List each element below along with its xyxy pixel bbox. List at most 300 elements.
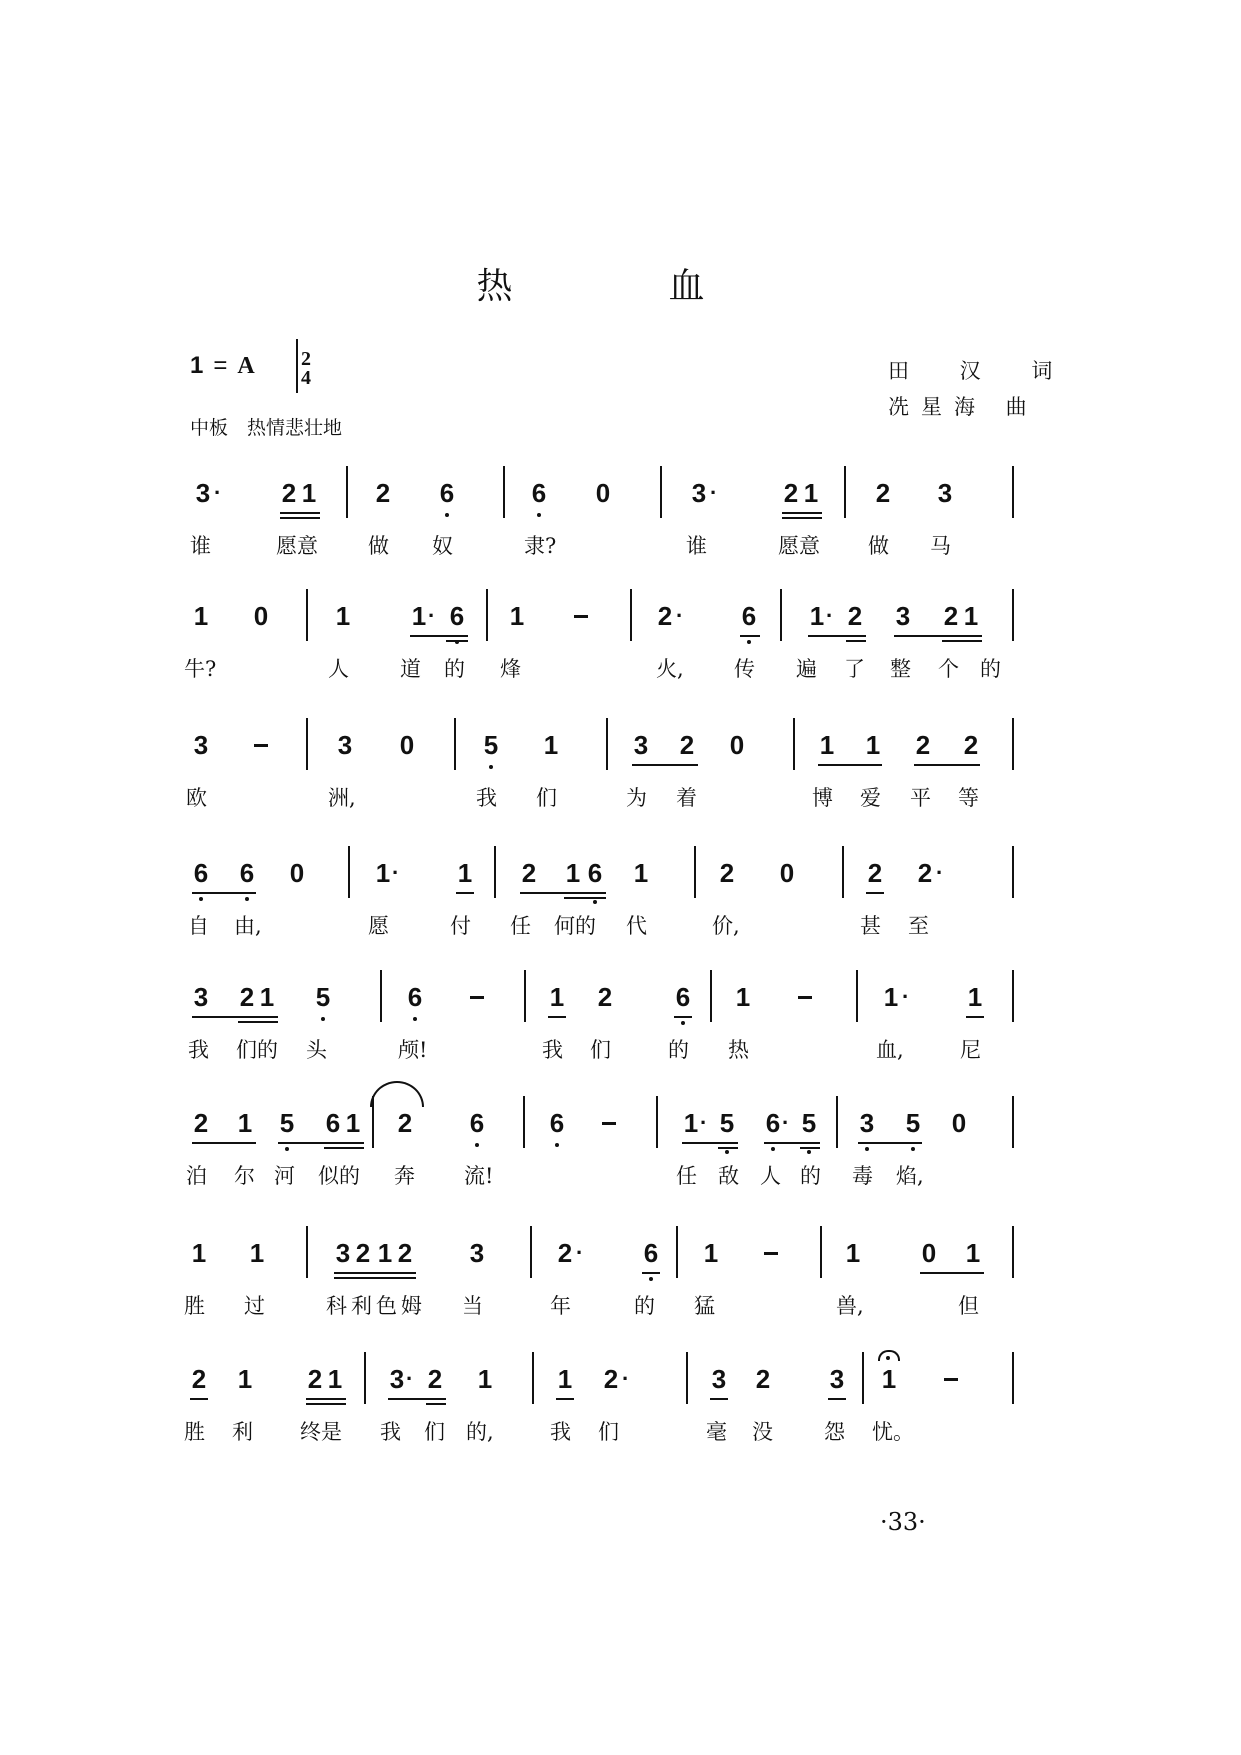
note: 2	[657, 601, 673, 631]
fermata-icon	[878, 1350, 900, 1361]
lyric: 热	[728, 1038, 749, 1062]
score-row-7	[0, 1238, 1241, 1348]
underline-beam	[764, 1142, 820, 1144]
barline	[1012, 970, 1014, 1022]
lyric: 兽,	[836, 1294, 864, 1318]
note: 6	[404, 982, 426, 1012]
song-title: 热 血	[476, 266, 765, 307]
lyric: 做	[868, 534, 889, 558]
lyric: 终是	[300, 1420, 342, 1444]
note: 6	[762, 1108, 784, 1138]
lyric: 甚	[860, 914, 881, 938]
note: 1	[963, 601, 979, 631]
composer-credit: 冼星海 曲	[888, 395, 1039, 419]
lyric: 平	[910, 786, 931, 810]
note: 1	[549, 982, 565, 1012]
lyric: 的	[634, 1294, 655, 1318]
dot-augmentation: ·	[700, 1110, 708, 1135]
lyric: 猛	[694, 1294, 715, 1318]
note: 1	[411, 601, 427, 631]
lyricist-credit: 田 汉 词	[888, 359, 1075, 383]
note: 5	[312, 982, 334, 1012]
lyric: 的	[668, 1038, 689, 1062]
barline	[836, 1096, 838, 1148]
key-tonic: 1	[190, 352, 204, 379]
underline-beam	[280, 512, 320, 514]
note: 2	[847, 601, 863, 631]
lyric: 我	[188, 1038, 209, 1062]
note: 5	[902, 1108, 924, 1138]
underline-beam	[192, 892, 256, 894]
note: 3	[193, 730, 209, 760]
note: 6	[466, 1108, 488, 1138]
barline	[660, 466, 662, 518]
barline	[1012, 718, 1014, 770]
barline	[862, 1352, 864, 1404]
time-bottom: 4	[301, 367, 311, 389]
note: 6	[738, 601, 760, 631]
lyric: 年	[550, 1294, 571, 1318]
lyric: 们	[590, 1038, 611, 1062]
lyric: 胜	[184, 1294, 205, 1318]
time-top: 2	[301, 348, 311, 370]
note: 6	[640, 1238, 662, 1268]
barline	[1012, 846, 1014, 898]
lyric: 血,	[876, 1038, 904, 1062]
barline	[710, 970, 712, 1022]
lyric: 流!	[464, 1164, 494, 1188]
underline-beam	[710, 1398, 728, 1400]
note: 6	[190, 858, 212, 888]
lyric: 爱	[860, 786, 881, 810]
barline	[1012, 1096, 1014, 1148]
underline-beam	[334, 1272, 416, 1274]
note: 3	[633, 730, 649, 760]
lyric: 毒	[852, 1164, 873, 1188]
lyric: 河	[274, 1164, 295, 1188]
note: 5	[276, 1108, 298, 1138]
lyric: 的	[980, 657, 1001, 681]
lyric: 着	[676, 786, 697, 810]
underline-beam	[192, 1142, 256, 1144]
underline-beam	[846, 640, 866, 642]
dot-augmentation: ·	[936, 860, 944, 885]
note: 2	[915, 730, 931, 760]
lyric: 我	[380, 1420, 401, 1444]
note: 2	[557, 1238, 573, 1268]
note: 2	[603, 1364, 619, 1394]
note: 2	[783, 478, 799, 508]
note: 1	[633, 858, 649, 888]
note: 1	[565, 858, 581, 888]
dot-augmentation: ·	[214, 480, 222, 505]
barline	[1012, 1226, 1014, 1278]
lyric: 尔	[234, 1164, 255, 1188]
underline-beam	[190, 1398, 208, 1400]
time-signature	[296, 350, 316, 388]
note: 3	[195, 478, 211, 508]
underline-beam	[306, 1398, 346, 1400]
barline	[364, 1352, 366, 1404]
lyric: 任	[676, 1164, 697, 1188]
lyric: 谁	[686, 534, 707, 558]
lyric: 愿意	[778, 534, 820, 558]
note: 1	[375, 858, 391, 888]
note: 0	[595, 478, 611, 508]
note: 6	[584, 858, 606, 888]
lyric: 们	[424, 1420, 445, 1444]
lyric: 胜	[184, 1420, 205, 1444]
lyric: 为	[626, 786, 647, 810]
note: 0	[729, 730, 745, 760]
lyric: 火,	[656, 657, 684, 681]
lyric: 代	[626, 914, 647, 938]
underline-beam	[920, 1272, 984, 1274]
note: 2	[281, 478, 297, 508]
barline	[856, 970, 858, 1022]
barline	[306, 589, 308, 641]
underline-beam	[548, 1016, 566, 1018]
barline	[1012, 1352, 1014, 1404]
note: 1	[259, 982, 275, 1012]
lyric: 愿	[368, 914, 389, 938]
underline-beam	[446, 640, 468, 642]
underline-beam	[682, 1142, 738, 1144]
note: 3	[895, 601, 911, 631]
note: 0	[399, 730, 415, 760]
lyric: 当	[462, 1294, 483, 1318]
note: 2	[307, 1364, 323, 1394]
lyric: 自	[188, 914, 209, 938]
note: 2	[875, 478, 891, 508]
lyric: 毫	[706, 1420, 727, 1444]
note: 1	[703, 1238, 719, 1268]
barline	[793, 718, 795, 770]
note: 1	[543, 730, 559, 760]
barline	[532, 1352, 534, 1404]
note: 1	[345, 1108, 361, 1138]
underline-beam	[966, 1016, 984, 1018]
note: 1	[477, 1364, 493, 1394]
barline	[372, 1096, 374, 1148]
note: 3	[856, 1108, 878, 1138]
lyric: 科利色姆	[326, 1294, 426, 1318]
note: 3	[469, 1238, 485, 1268]
underline-beam	[238, 1021, 278, 1023]
underline-beam	[632, 764, 698, 766]
lyric: 的,	[466, 1420, 494, 1444]
lyric: 怨	[824, 1420, 845, 1444]
lyric: 隶?	[524, 534, 557, 558]
underline-beam	[858, 1142, 922, 1144]
barline	[780, 589, 782, 641]
lyric: 牛?	[184, 657, 217, 681]
note: 3	[389, 1364, 405, 1394]
note: 1	[803, 478, 819, 508]
note: 1	[335, 601, 351, 631]
tempo-marking: 中板 热情悲壮地	[190, 417, 343, 439]
lyric: 敌	[718, 1164, 739, 1188]
barline	[503, 466, 505, 518]
time-divider	[296, 339, 298, 393]
note: 1	[809, 601, 825, 631]
lyric: 的	[444, 657, 465, 681]
barline	[606, 718, 608, 770]
score-row-8	[0, 1364, 1241, 1474]
note: 1	[327, 1364, 343, 1394]
underline-beam	[894, 635, 982, 637]
dot-augmentation: ·	[782, 1110, 790, 1135]
underline-beam	[556, 1398, 574, 1400]
underline-beam	[456, 892, 474, 894]
lyric: 道	[400, 657, 421, 681]
lyric: 由,	[234, 914, 262, 938]
key-equals: =	[213, 352, 228, 379]
note: 0	[253, 601, 269, 631]
note: 1	[249, 1238, 265, 1268]
note: 2	[917, 858, 933, 888]
underline-beam	[306, 1403, 346, 1405]
note: 0	[951, 1108, 967, 1138]
lyric: 似的	[318, 1164, 360, 1188]
lyric: 欧	[186, 786, 207, 810]
dot-augmentation: ·	[406, 1366, 414, 1391]
note: 3	[337, 730, 353, 760]
score-row-6	[0, 1108, 1241, 1218]
note: 1	[301, 478, 317, 508]
note: 1	[735, 982, 751, 1012]
note: 2	[191, 1364, 207, 1394]
score-row-3	[0, 730, 1241, 840]
underline-beam	[914, 764, 980, 766]
barline	[1012, 589, 1014, 641]
dot-augmentation: ·	[622, 1366, 630, 1391]
barline	[348, 846, 350, 898]
dot-augmentation: ·	[576, 1240, 584, 1265]
note: 2	[239, 982, 255, 1012]
note: 2	[719, 858, 735, 888]
underline-beam	[564, 897, 606, 899]
underline-beam	[642, 1272, 660, 1274]
sustain-dash	[798, 996, 812, 999]
key-letter: A	[237, 353, 255, 379]
lyric: 奴	[432, 534, 453, 558]
barline	[694, 846, 696, 898]
underline-beam	[278, 1142, 364, 1144]
underline-beam	[334, 1277, 416, 1279]
score-row-5	[0, 982, 1241, 1092]
note: 2	[597, 982, 613, 1012]
lyric: 博	[812, 786, 833, 810]
dot-augmentation: ·	[826, 603, 834, 628]
lyric: 我	[542, 1038, 563, 1062]
lyric: 烽	[500, 657, 521, 681]
note: 1	[557, 1364, 573, 1394]
underline-beam	[718, 1147, 738, 1149]
barline	[523, 1096, 525, 1148]
lyric: 了	[844, 657, 865, 681]
underline-beam	[866, 892, 884, 894]
note: 6	[672, 982, 694, 1012]
note: 3	[937, 478, 953, 508]
underline-beam	[426, 1403, 446, 1405]
underline-beam	[388, 1398, 446, 1400]
barline	[306, 718, 308, 770]
lyric: 我	[550, 1420, 571, 1444]
note: 5	[798, 1108, 820, 1138]
page-number: ·33·	[880, 1508, 926, 1536]
note: 3	[711, 1364, 727, 1394]
note: 1	[881, 1364, 897, 1394]
sustain-dash	[764, 1252, 778, 1255]
lyric: 遍	[796, 657, 817, 681]
note: 3	[691, 478, 707, 508]
note: 6	[236, 858, 258, 888]
lyric: 我	[476, 786, 497, 810]
note: 2	[427, 1364, 443, 1394]
note: 6	[446, 601, 468, 631]
note: 1	[237, 1364, 253, 1394]
note: 1	[377, 1238, 393, 1268]
note: 6	[436, 478, 458, 508]
note: 0	[779, 858, 795, 888]
underline-beam	[828, 1398, 846, 1400]
note: 2	[943, 601, 959, 631]
note: 0	[921, 1238, 937, 1268]
barline	[844, 466, 846, 518]
lyric: 人	[328, 657, 349, 681]
barline	[454, 718, 456, 770]
dot-augmentation: ·	[392, 860, 400, 885]
lyric: 忧。	[872, 1420, 914, 1444]
note: 3	[335, 1238, 351, 1268]
note: 1	[845, 1238, 861, 1268]
note: 5	[716, 1108, 738, 1138]
note: 2	[397, 1108, 413, 1138]
score-row-1	[0, 478, 1241, 588]
lyric: 洲,	[328, 786, 356, 810]
lyric: 奔	[394, 1164, 415, 1188]
underline-beam	[324, 1147, 364, 1149]
barline	[346, 466, 348, 518]
lyric: 付	[450, 914, 471, 938]
lyric: 价,	[712, 914, 740, 938]
note: 2	[521, 858, 537, 888]
note: 1	[883, 982, 899, 1012]
underline-beam	[280, 517, 320, 519]
barline	[524, 970, 526, 1022]
lyric: 们	[536, 786, 557, 810]
barline	[842, 846, 844, 898]
note: 6	[546, 1108, 568, 1138]
note: 2	[755, 1364, 771, 1394]
note: 1	[237, 1108, 253, 1138]
lyric: 何的	[554, 914, 596, 938]
lyric: 人	[760, 1164, 781, 1188]
barline	[656, 1096, 658, 1148]
key-signature	[190, 352, 255, 380]
lyric: 们	[598, 1420, 619, 1444]
barline	[676, 1226, 678, 1278]
note: 2	[355, 1238, 371, 1268]
dot-augmentation: ·	[710, 480, 718, 505]
lyric: 尼	[960, 1038, 981, 1062]
barline	[630, 589, 632, 641]
note: 2	[679, 730, 695, 760]
note: 1	[865, 730, 881, 760]
note: 1	[967, 982, 983, 1012]
note: 5	[480, 730, 502, 760]
lyric: 焰,	[896, 1164, 924, 1188]
barline	[1012, 466, 1014, 518]
note: 2	[397, 1238, 413, 1268]
note: 2	[375, 478, 391, 508]
lyric: 但	[958, 1294, 979, 1318]
underline-beam	[808, 635, 866, 637]
sustain-dash	[602, 1122, 616, 1125]
note: 6	[325, 1108, 341, 1138]
lyric: 等	[958, 786, 979, 810]
underline-beam	[740, 635, 760, 637]
dot-augmentation: ·	[676, 603, 684, 628]
note: 1	[965, 1238, 981, 1268]
barline	[486, 589, 488, 641]
lyric: 的	[800, 1164, 821, 1188]
underline-beam	[782, 517, 822, 519]
lyric: 任	[510, 914, 531, 938]
note: 1	[191, 1238, 207, 1268]
lyric: 愿意	[276, 534, 318, 558]
sustain-dash	[254, 744, 268, 747]
lyric: 头	[306, 1038, 327, 1062]
note: 3	[829, 1364, 845, 1394]
note: 1	[193, 601, 209, 631]
barline	[380, 970, 382, 1022]
lyric: 至	[908, 914, 929, 938]
lyric: 传	[734, 657, 755, 681]
underline-beam	[818, 764, 882, 766]
lyric: 利	[232, 1420, 253, 1444]
lyric: 们的	[236, 1038, 278, 1062]
score-row-2	[0, 601, 1241, 711]
lyric: 马	[930, 534, 951, 558]
note: 1	[819, 730, 835, 760]
score-row-4	[0, 858, 1241, 968]
dot-augmentation: ·	[428, 603, 436, 628]
underline-beam	[942, 640, 982, 642]
barline	[306, 1226, 308, 1278]
note: 2	[193, 1108, 209, 1138]
barline	[494, 846, 496, 898]
lyric: 个	[938, 657, 959, 681]
sustain-dash	[470, 996, 484, 999]
note: 2	[963, 730, 979, 760]
barline	[820, 1226, 822, 1278]
sustain-dash	[574, 615, 588, 618]
lyric: 整	[890, 657, 911, 681]
underline-beam	[800, 1147, 820, 1149]
lyric: 没	[752, 1420, 773, 1444]
barline	[530, 1226, 532, 1278]
underline-beam	[192, 1016, 278, 1018]
barline	[686, 1352, 688, 1404]
lyric: 颅!	[398, 1038, 428, 1062]
note: 0	[289, 858, 305, 888]
lyric: 谁	[190, 534, 211, 558]
note: 2	[867, 858, 883, 888]
note: 1	[457, 858, 473, 888]
underline-beam	[410, 635, 468, 637]
